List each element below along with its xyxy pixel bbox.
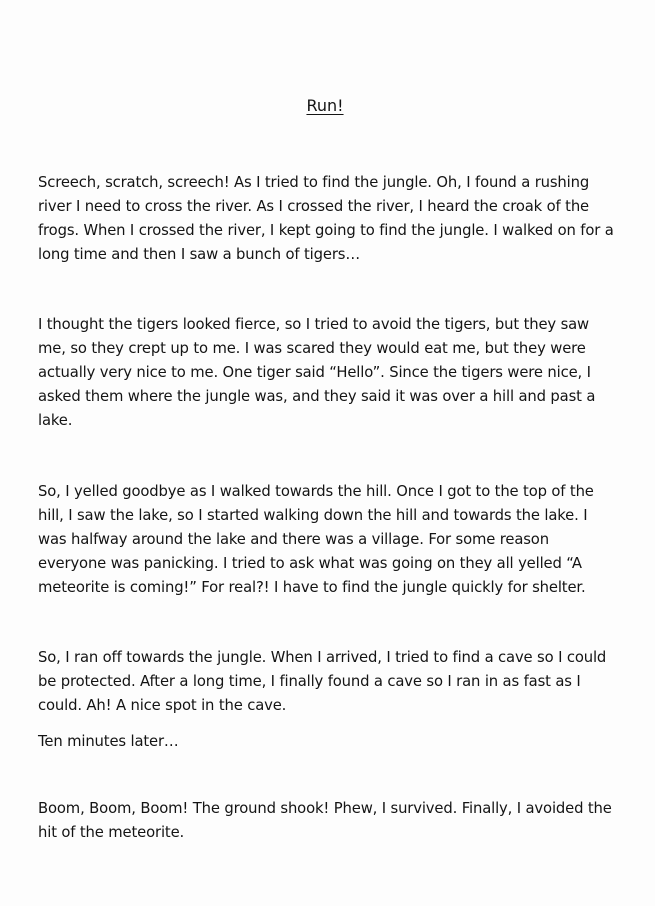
paragraph-4: So, I ran off towards the jungle. When I arrived, I tried to find a cave so I could be protected. After a long time, I finally found a cave so I ran in as fast as I could. Ah! A nice spot in the cave.	[38, 649, 607, 714]
paragraph-3: So, I yelled goodbye as I walked towards the hill. Once I got to the top of the hill, I saw the lake, so I started walking down the hill and towards the lake. I was halfway around the lake and there was a village. For some reason everyone was panicking. I tried to ask what was going on they all yelled “A meteorite is coming!” For real?! I have to find the jungle quickly for shelter.	[38, 483, 594, 596]
document-title: Run!	[306, 96, 344, 115]
paragraph-2: I thought the tigers looked fierce, so I tried to avoid the tigers, but they saw me, so they crept up to me. I was scared they would eat me, but they were actually very nice to me. One tiger said “Hello”. Since the tigers were nice, I asked them where the jungle was, and they said it was over a hill and past a lake.	[38, 316, 596, 429]
paragraph-1: Screech, scratch, screech! As I tried to find the jungle. Oh, I found a rushing river I need to cross the river. As I crossed the river, I heard the croak of the frogs. When I crossed the river, I kept going to find the jungle. I walked on for a long time and then I saw a bunch of tigers…	[38, 174, 614, 263]
paragraph-6: Boom, Boom, Boom! The ground shook! Phew, I survived. Finally, I avoided the hit of the meteorite.	[38, 800, 612, 841]
paragraph-5: Ten minutes later…	[38, 733, 179, 750]
